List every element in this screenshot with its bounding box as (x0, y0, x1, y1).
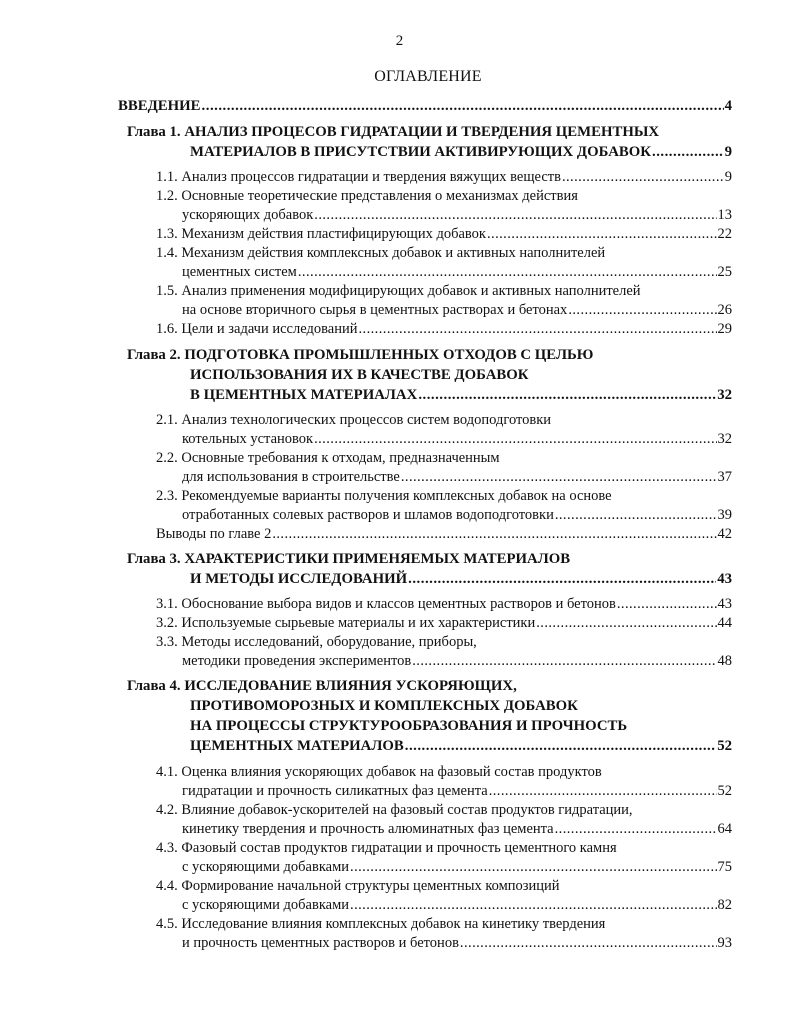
toc-entry-1-4-line-2[interactable]: цементных систем . . . 25 (182, 262, 732, 282)
toc-entry-4-2-line-1[interactable]: 4.2. Влияние добавок-ускорителей на фазовый состав продуктов гидратации, (156, 802, 633, 818)
toc-entry-4-4-line-1[interactable]: 4.4. Формирование начальной структуры цементных композиций (156, 878, 560, 894)
chapter-2-heading-line-3[interactable]: В ЦЕМЕНТНЫХ МАТЕРИАЛАХ . . . 32 (190, 385, 732, 405)
toc-entry-introduction[interactable]: ВВЕДЕНИЕ . . . 4 (118, 96, 732, 116)
toc-entry-1-5-line-1[interactable]: 1.5. Анализ применения модифицирующих добавок и активных наполнителей (156, 283, 641, 299)
toc-entry-2-1-line-2[interactable]: котельных установок . . . 32 (182, 429, 732, 449)
toc-entry-2-1-line-1[interactable]: 2.1. Анализ технологических процессов систем водоподготовки (156, 412, 552, 428)
toc-entry-2-2-line-2[interactable]: для использования в строительстве . . . 37 (182, 467, 732, 487)
toc-entry-1-5-line-2[interactable]: на основе вторичного сырья в цементных растворах и бетонах . . . 26 (182, 300, 732, 320)
toc-entry-4-2-line-2[interactable]: кинетику твердения и прочность алюминатных фаз цемента . . . 64 (182, 819, 732, 839)
toc-entry-1-2-line-2[interactable]: ускоряющих добавок . . . 13 (182, 205, 732, 225)
chapter-3-heading-line-2[interactable]: И МЕТОДЫ ИССЛЕДОВАНИЙ . . . 43 (190, 569, 732, 589)
toc-entry-4-3-line-1[interactable]: 4.3. Фазовый состав продуктов гидратации и прочность цементного камня (156, 840, 617, 856)
toc-entry-4-4-line-2[interactable]: с ускоряющими добавками . . . 82 (182, 895, 732, 915)
toc-entry-2-3-line-2[interactable]: отработанных солевых растворов и шламов водоподготовки . . . 39 (182, 505, 732, 525)
chapter-2-heading-line-1[interactable]: Глава 2. ПОДГОТОВКА ПРОМЫШЛЕННЫХ ОТХОДОВ С ЦЕЛЬЮ (127, 347, 594, 363)
toc-entry-3-3-line-2[interactable]: методики проведения экспериментов . . . 48 (182, 651, 732, 671)
chapter-3-heading-line-1[interactable]: Глава 3. ХАРАКТЕРИСТИКИ ПРИМЕНЯЕМЫХ МАТЕРИАЛОВ (127, 551, 571, 567)
toc-entry-4-3-line-2[interactable]: с ускоряющими добавками . . . 75 (182, 857, 732, 877)
toc-entry-2-2-line-1[interactable]: 2.2. Основные требования к отходам, предназначенным (156, 450, 500, 466)
toc-entry-2-3-line-1[interactable]: 2.3. Рекомендуемые варианты получения комплексных добавок на основе (156, 488, 612, 504)
toc-entry-1-2-line-1[interactable]: 1.2. Основные теоретические представления о механизмах действия (156, 188, 578, 204)
toc-entry-4-5-line-2[interactable]: и прочность цементных растворов и бетонов . . . 93 (182, 933, 732, 953)
toc-entry-chapter-2-summary[interactable]: Выводы по главе 2 . . . 42 (156, 524, 732, 544)
toc-entry-1-1[interactable]: 1.1. Анализ процессов гидратации и твердения вяжущих веществ . . . 9 (156, 167, 732, 187)
toc-entry-3-2[interactable]: 3.2. Используемые сырьевые материалы и их характеристики . . . 44 (156, 613, 732, 633)
toc-title: ОГЛАВЛЕНИЕ (374, 68, 482, 85)
toc-entry-3-1[interactable]: 3.1. Обоснование выбора видов и классов цементных растворов и бетонов . . . 43 (156, 594, 732, 614)
chapter-4-heading-line-4[interactable]: ЦЕМЕНТНЫХ МАТЕРИАЛОВ . . . 52 (190, 736, 732, 756)
toc-entry-1-3[interactable]: 1.3. Механизм действия пластифицирующих добавок . . . 22 (156, 224, 732, 244)
toc-entry-3-3-line-1[interactable]: 3.3. Методы исследований, оборудование, приборы, (156, 634, 477, 650)
toc-entry-4-5-line-1[interactable]: 4.5. Исследование влияния комплексных добавок на кинетику твердения (156, 916, 606, 932)
toc-entry-4-1-line-2[interactable]: гидратации и прочность силикатных фаз цемента . . . 52 (182, 781, 732, 801)
toc-entry-4-1-line-1[interactable]: 4.1. Оценка влияния ускоряющих добавок на фазовый состав продуктов (156, 764, 602, 780)
toc-entry-1-6[interactable]: 1.6. Цели и задачи исследований . . . 29 (156, 319, 732, 339)
chapter-4-heading-line-1[interactable]: Глава 4. ИССЛЕДОВАНИЕ ВЛИЯНИЯ УСКОРЯЮЩИХ, (127, 678, 517, 694)
chapter-1-heading-line-1[interactable]: Глава 1. АНАЛИЗ ПРОЦЕСОВ ГИДРАТАЦИИ И ТВЕРДЕНИЯ ЦЕМЕНТНЫХ (127, 124, 660, 140)
chapter-1-heading-line-2[interactable]: МАТЕРИАЛОВ В ПРИСУТСТВИИ АКТИВИРУЮЩИХ ДОБАВОК . . . 9 (190, 142, 732, 162)
page-number: 2 (395, 33, 404, 49)
chapter-2-heading-line-2[interactable]: ИСПОЛЬЗОВАНИЯ ИХ В КАЧЕСТВЕ ДОБАВОК (190, 367, 529, 383)
toc-entry-1-4-line-1[interactable]: 1.4. Механизм действия комплексных добавок и активных наполнителей (156, 245, 606, 261)
chapter-4-heading-line-2[interactable]: ПРОТИВОМОРОЗНЫХ И КОМПЛЕКСНЫХ ДОБАВОК (190, 698, 578, 714)
chapter-4-heading-line-3[interactable]: НА ПРОЦЕССЫ СТРУКТУРООБРАЗОВАНИЯ И ПРОЧНОСТЬ (190, 718, 628, 734)
